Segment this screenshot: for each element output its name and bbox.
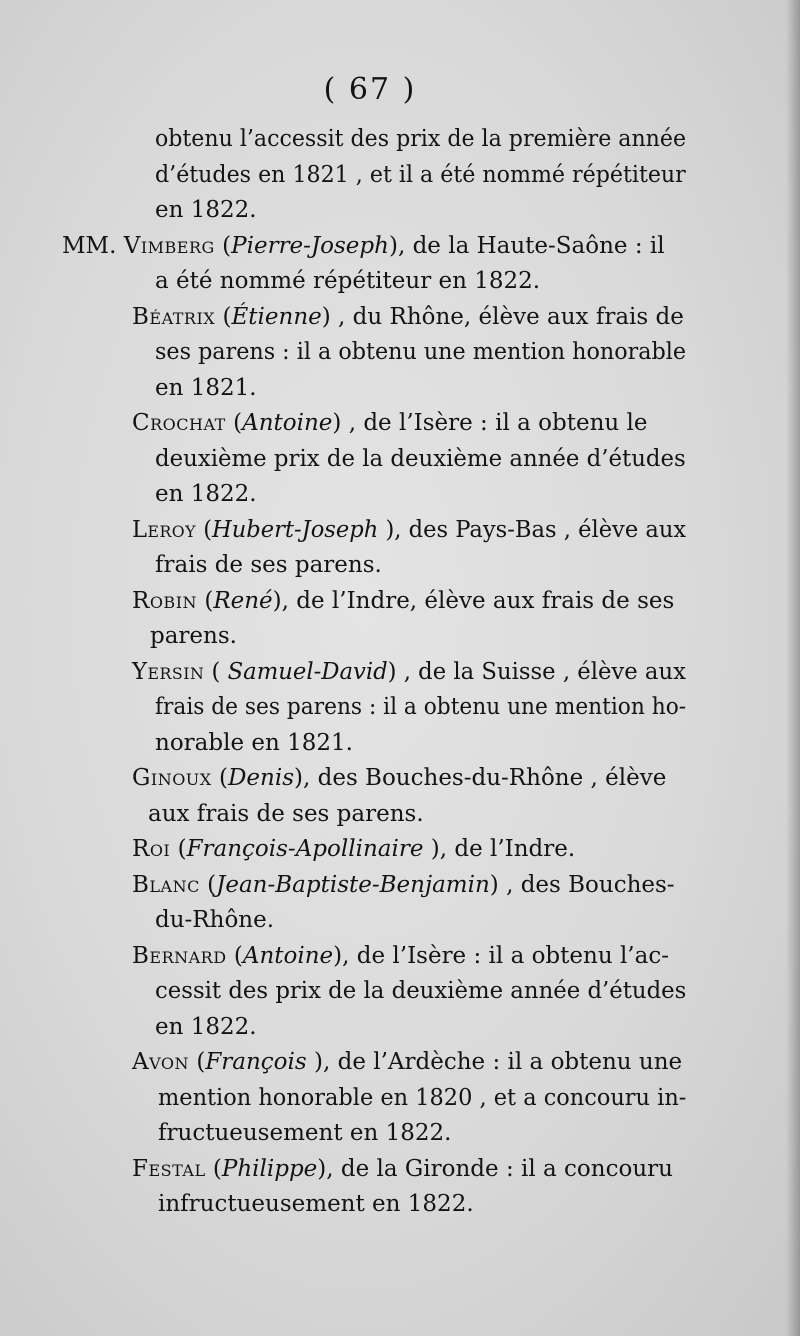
- text-line: [132, 300, 684, 336]
- person-surname: Festal: [132, 1155, 206, 1182]
- text-run: aux frais de ses parens.: [148, 800, 424, 827]
- text-line: [132, 761, 666, 797]
- text-run: obtenu l’accessit des prix de la première année: [155, 126, 687, 152]
- text-run: (: [215, 303, 232, 330]
- text-run: frais de ses parens.: [155, 552, 382, 578]
- text-run: ), des Pays-Bas , élève aux: [378, 516, 687, 543]
- person-given-names: Pierre-Joseph: [231, 232, 389, 259]
- text-run: (: [225, 410, 243, 436]
- person-surname: Robin: [132, 587, 198, 614]
- text-run: parens.: [150, 623, 237, 649]
- text-run: ), de la Gironde : il a concouru: [317, 1155, 673, 1182]
- text-run: en 1821.: [155, 374, 257, 401]
- text-run: (: [170, 836, 187, 862]
- text-line: [132, 1045, 682, 1081]
- text-run: ), de l’Indre, élève aux frais de ses: [272, 587, 675, 614]
- text-run: (: [204, 658, 228, 685]
- person-given-names: François-Apollinaire: [186, 836, 424, 862]
- text-line: [155, 442, 686, 478]
- text-run: (: [226, 942, 243, 969]
- text-run: ) , de l’Isère : il a obtenu le: [332, 410, 648, 436]
- page-number: ( 67 ): [323, 72, 417, 107]
- person-surname: Vimberg: [123, 232, 215, 259]
- text-line: [155, 371, 257, 407]
- text-run: (: [211, 765, 228, 791]
- text-line: [155, 477, 257, 513]
- text-run: ) , du Rhône, élève aux frais de: [321, 303, 684, 330]
- text-run: deuxième prix de la deuxième année d’études: [155, 445, 686, 472]
- text-line: [132, 832, 575, 868]
- text-run: (: [214, 232, 232, 259]
- person-given-names: Antoine: [242, 942, 334, 969]
- text-line: [155, 548, 382, 584]
- text-line: [155, 158, 686, 194]
- text-line: [155, 193, 257, 229]
- text-line: [155, 1010, 257, 1046]
- text-line: [62, 229, 665, 265]
- text-line: [155, 264, 540, 300]
- text-line: [150, 619, 237, 655]
- text-line: [132, 939, 669, 975]
- person-given-names: Samuel-David: [227, 658, 388, 685]
- text-line: [155, 726, 353, 762]
- text-run: ) , des Bouches-: [489, 871, 675, 898]
- text-run: (: [196, 516, 213, 543]
- text-line: [132, 655, 686, 691]
- text-run: en 1822.: [155, 197, 257, 223]
- person-surname: Yersin: [132, 658, 205, 685]
- person-given-names: Hubert-Joseph: [212, 516, 379, 543]
- text-run: ), de l’Ardèche : il a obtenu une: [306, 1049, 683, 1075]
- person-given-names: Denis: [227, 765, 295, 791]
- text-line: [132, 1152, 673, 1188]
- text-line: [132, 406, 647, 442]
- text-run: mention honorable en 1820 , et a concouru in-: [158, 1084, 687, 1111]
- person-surname: Béatrix: [132, 303, 216, 330]
- text-run: norable en 1821.: [155, 729, 353, 756]
- text-line: [155, 903, 274, 939]
- text-run: ), de l’Indre.: [423, 836, 576, 862]
- person-surname: Blanc: [132, 871, 200, 898]
- text-run: ), de la Haute-Saône : il: [388, 232, 665, 259]
- text-run: ses parens : il a obtenu une mention honorable: [155, 339, 687, 365]
- text-run: (: [205, 1155, 222, 1182]
- text-line: [155, 690, 686, 726]
- person-surname: Roi: [132, 836, 171, 862]
- person-given-names: Antoine: [242, 410, 333, 436]
- text-run: frais de ses parens : il a obtenu une mention ho-: [155, 694, 687, 720]
- text-line: [158, 1187, 474, 1223]
- text-line: [158, 1081, 686, 1117]
- text-run: cessit des prix de la deuxième année d’études: [155, 978, 687, 1004]
- person-surname: Ginoux: [132, 765, 212, 791]
- person-surname: Leroy: [132, 516, 197, 543]
- text-run: en 1822.: [155, 1013, 257, 1040]
- text-run: (: [197, 587, 214, 614]
- text-line: [148, 797, 424, 833]
- text-line: [132, 513, 686, 549]
- text-line: [155, 335, 686, 371]
- text-run: en 1822.: [155, 481, 257, 507]
- text-line: [155, 122, 686, 158]
- text-run: infructueusement en 1822.: [158, 1191, 474, 1217]
- text-run: (: [199, 871, 217, 898]
- person-given-names: Philippe: [221, 1155, 318, 1182]
- text-run: (: [189, 1049, 206, 1075]
- text-line: [158, 1116, 451, 1152]
- text-run: ) , de la Suisse , élève aux: [387, 658, 686, 685]
- text-run: du-Rhône.: [155, 907, 275, 933]
- person-given-names: Jean-Baptiste-Benjamin: [216, 871, 490, 898]
- text-run: d’études en 1821 , et il a été nommé répétiteur: [155, 161, 686, 188]
- person-surname: Bernard: [132, 942, 227, 969]
- text-run: ), des Bouches-du-Rhône , élève: [294, 765, 667, 791]
- person-surname: Avon: [132, 1049, 190, 1075]
- text-line: [132, 584, 674, 620]
- text-run: ), de l’Isère : il a obtenu l’ac-: [333, 942, 669, 969]
- person-given-names: François: [205, 1049, 307, 1075]
- text-line: [132, 868, 675, 904]
- person-given-names: Étienne: [231, 303, 322, 330]
- text-line: [155, 974, 686, 1010]
- person-given-names: René: [213, 587, 273, 614]
- text-run: MM.: [62, 232, 124, 259]
- text-run: a été nommé répétiteur en 1822.: [155, 268, 541, 294]
- person-surname: Crochat: [132, 410, 226, 436]
- text-run: fructueusement en 1822.: [158, 1120, 452, 1146]
